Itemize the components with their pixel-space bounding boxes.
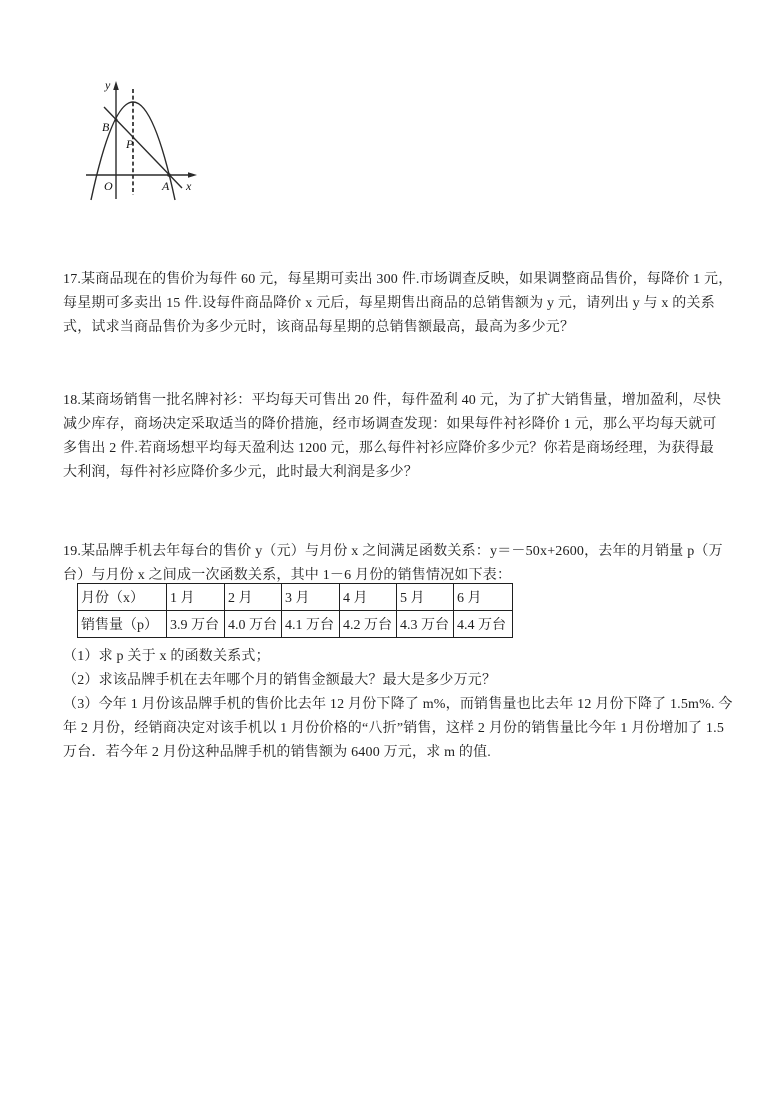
- point-a-label: A: [162, 179, 170, 193]
- y-axis-label: y: [105, 78, 111, 92]
- point-p-label: P: [126, 137, 134, 151]
- question-19-part-3-line: （3）今年 1 月份该品牌手机的售价比去年 12 月份下降了 m%，而销售量也比去年 12 月份下降了 1.5m%. 今: [63, 697, 733, 712]
- question-19-part-3-line: 年 2 月份，经销商决定对该手机以 1 月份价格的“八折”销售，这样 2 月份的销售量比今年 1 月份增加了 1.5: [63, 721, 725, 736]
- table-cell-volume: 4.3 万台: [397, 611, 454, 638]
- table-cell-month: 5 月: [397, 584, 454, 611]
- question-18-line: 减少库存，商场决定采取适当的降价措施，经市场调查发现：如果每件衬衫降价 1 元，那么平均每天就可: [63, 417, 717, 432]
- quadratic-graph-figure: [84, 73, 206, 207]
- question-17-line: 每星期可多卖出 15 件.设每件商品降价 x 元后，每星期售出商品的总销售额为 y 元，请列出 y 与 x 的关系: [63, 296, 715, 311]
- question-18-line: 大利润，每件衬衫应降价多少元，此时最大利润是多少？: [63, 465, 418, 480]
- question-19-part-2: （2）求该品牌手机在去年哪个月的销售金额最大？最大是多少万元？: [63, 673, 497, 688]
- question-19-parts: [63, 645, 733, 765]
- question-17-line: 式，试求当商品售价为多少元时，该商品每星期的总销售额最高，最高为多少元？: [63, 320, 575, 335]
- origin-label: O: [104, 179, 113, 193]
- question-18-line: 18.某商场销售一批名牌衬衫：平均每天可售出 20 件，每件盈利 40 元，为了扩大销售量，增加盈利，尽快: [63, 393, 722, 408]
- sales-table-volume-row: [78, 611, 513, 638]
- question-19-line: 19.某品牌手机去年每台的售价 y（元）与月份 x 之间满足函数关系：y＝－50x+2600，去年的月销量 p（万: [63, 544, 723, 559]
- table-cell-month: 3 月: [282, 584, 340, 611]
- y-axis-arrow-icon: [113, 81, 119, 90]
- table-cell-volume: 4.2 万台: [340, 611, 397, 638]
- question-17-line: 17.某商品现在的售价为每件 60 元，每星期可卖出 300 件.市场调查反映，如果调整商品售价，每降价 1 元，: [63, 272, 733, 287]
- question-19-line: 台）与月份 x 之间成一次函数关系，其中 1－6 月份的销售情况如下表：: [63, 568, 512, 583]
- point-b-dot: [114, 118, 117, 121]
- question-18-line: 多售出 2 件.若商场想平均每天盈利达 1200 元，那么每件衬衫应降价多少元？你若是商场经理，为获得最: [63, 441, 714, 456]
- table-cell-month: 6 月: [454, 584, 513, 611]
- table-cell-month: 4 月: [340, 584, 397, 611]
- question-19-part-1: （1）求 p 关于 x 的函数关系式；: [63, 649, 270, 664]
- table-cell-volume: 3.9 万台: [167, 611, 225, 638]
- x-axis-label: x: [186, 179, 192, 193]
- point-a-dot: [167, 173, 171, 177]
- sales-table: [77, 583, 513, 638]
- sales-table-month-row: [78, 584, 513, 611]
- table-cell-month: 1 月: [167, 584, 225, 611]
- question-19-part-3-line: 万台．若今年 2 月份这种品牌手机的销售额为 6400 万元，求 m 的值.: [63, 745, 491, 760]
- question-18: [63, 389, 725, 485]
- x-axis-arrow-icon: [188, 172, 197, 178]
- question-17: [63, 268, 733, 340]
- table-cell-volume: 4.0 万台: [225, 611, 282, 638]
- table-cell-volume-header: 销售量（p）: [78, 611, 167, 638]
- table-cell-month-header: 月份（x）: [78, 584, 167, 611]
- table-cell-month: 2 月: [225, 584, 282, 611]
- question-19-intro: [63, 540, 725, 588]
- table-cell-volume: 4.1 万台: [282, 611, 340, 638]
- table-cell-volume: 4.4 万台: [454, 611, 513, 638]
- point-b-label: B: [102, 120, 110, 134]
